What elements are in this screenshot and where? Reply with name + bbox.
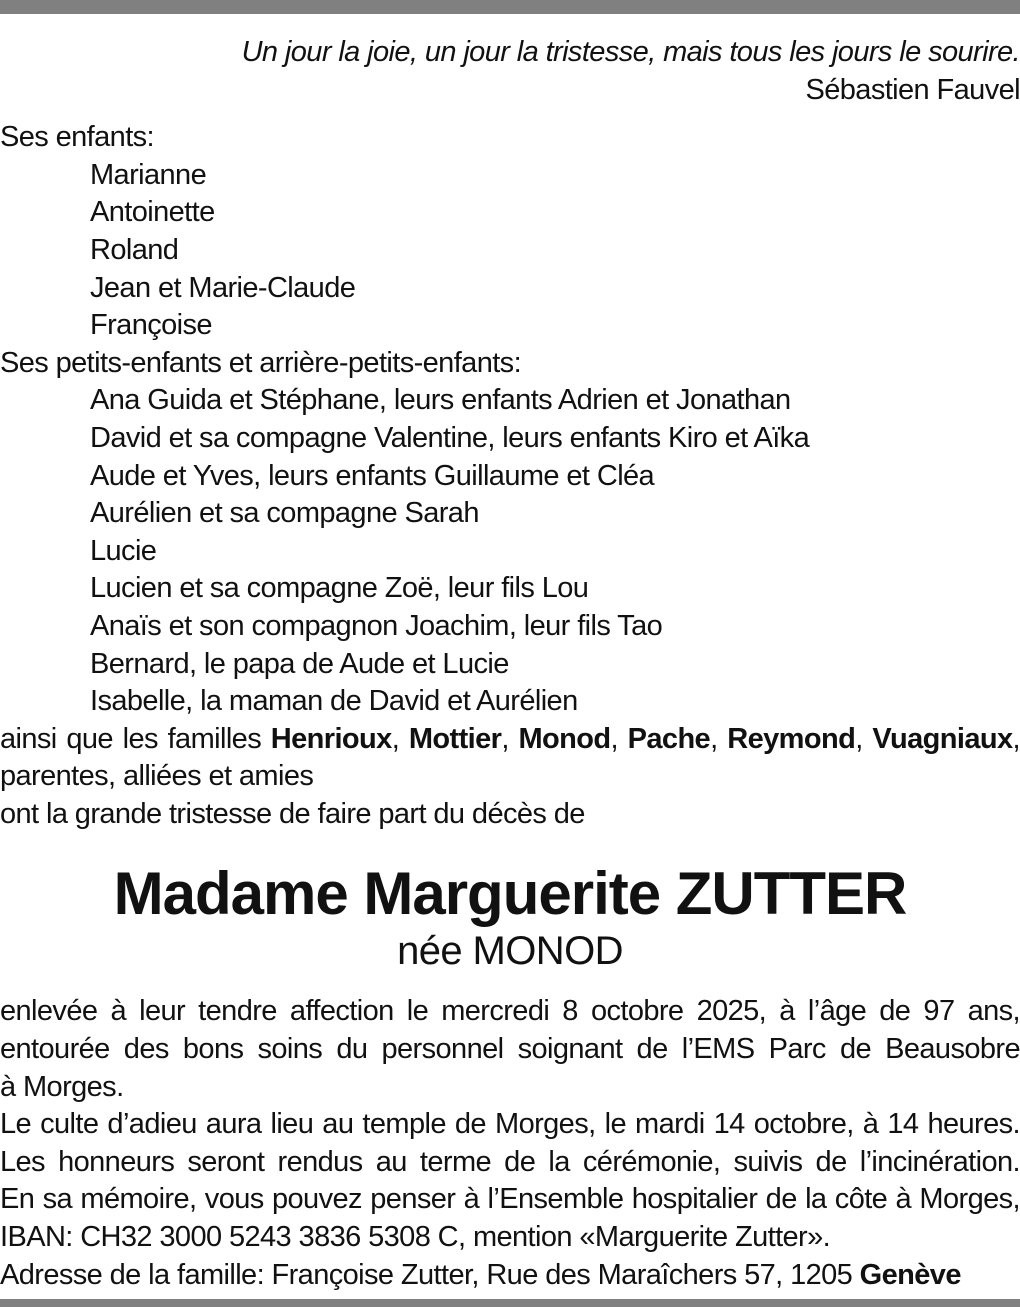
separator: , — [501, 722, 519, 755]
address-city: Genève — [859, 1258, 961, 1291]
grandchild-name: Lucie — [90, 534, 157, 567]
family-name: Henrioux — [270, 722, 392, 755]
relatives-line: parentes, alliées et amies — [0, 760, 314, 793]
top-border — [0, 0, 1020, 14]
maiden-name: née MONOD — [397, 929, 623, 974]
ceremony-line: Les honneurs seront rendus au terme de la cérémonie, suivis de l’incinération. — [0, 1145, 1020, 1178]
address-text: Adresse de la famille: Françoise Zutter, Rue des Maraîchers 57, 1205 — [0, 1258, 860, 1291]
separator: , — [610, 722, 628, 755]
grandchild-name: Lucien et sa compagne Zoë, leur fils Lou — [90, 572, 589, 605]
grandchild-name: Aurélien et sa compagne Sarah — [90, 497, 479, 530]
child-name: Antoinette — [90, 196, 215, 229]
separator: , — [710, 722, 728, 755]
family-name: Pache — [627, 722, 711, 755]
child-name: Marianne — [90, 158, 207, 191]
grandchild-name: Bernard, le papa de Aude et Lucie — [90, 647, 509, 680]
grandchild-name: Aude et Yves, leurs enfants Guillaume et Cléa — [90, 459, 655, 492]
details-line: à Morges. — [0, 1070, 124, 1103]
deceased-name: Madame Marguerite ZUTTER — [113, 860, 907, 928]
announcement-line: ont la grande tristesse de faire part du décès de — [0, 797, 585, 830]
family-name: Reymond — [727, 722, 856, 755]
families-suffix: , — [1012, 722, 1020, 755]
child-name: Jean et Marie-Claude — [90, 271, 356, 304]
details-line: enlevée à leur tendre affection le mercredi 8 octobre 2025, à l’âge de 97 ans, — [0, 995, 1020, 1028]
grandchild-name: Isabelle, la maman de David et Aurélien — [90, 685, 578, 718]
epigraph-quote: Un jour la joie, un jour la tristesse, mais tous les jours le sourire. — [241, 36, 1020, 68]
grandchild-name: David et sa compagne Valentine, leurs enfants Kiro et Aïka — [90, 421, 810, 454]
iban-line: IBAN: CH32 3000 5243 3836 5308 C, mention «Marguerite Zutter». — [0, 1221, 831, 1254]
child-name: Roland — [90, 233, 179, 266]
family-name: Monod — [518, 722, 611, 755]
families-line — [0, 721, 1020, 759]
grandchild-name: Anaïs et son compagnon Joachim, leur fils Tao — [90, 609, 663, 642]
epigraph-author: Sébastien Fauvel — [805, 73, 1020, 106]
separator: , — [391, 722, 409, 755]
family-name: Mottier — [408, 722, 502, 755]
families-prefix: ainsi que les familles — [0, 722, 271, 755]
grandchildren-heading: Ses petits-enfants et arrière-petits-enfants: — [0, 346, 522, 379]
family-address — [0, 1257, 1020, 1295]
obituary-notice — [0, 34, 1020, 1294]
details-line: entourée des bons soins du personnel soignant de l’EMS Parc de Beausobre — [0, 1033, 1020, 1066]
children-heading: Ses enfants: — [0, 121, 155, 154]
child-name: Françoise — [90, 309, 212, 342]
grandchild-name: Ana Guida et Stéphane, leurs enfants Adrien et Jonathan — [90, 384, 791, 417]
ceremony-line: Le culte d’adieu aura lieu au temple de Morges, le mardi 14 octobre, à 14 heures. — [0, 1108, 1020, 1141]
bottom-border — [0, 1299, 1020, 1307]
separator: , — [855, 722, 873, 755]
family-name: Vuagniaux — [872, 722, 1013, 755]
donation-line: En sa mémoire, vous pouvez penser à l’Ensemble hospitalier de la côte à Morges, — [0, 1183, 1020, 1216]
